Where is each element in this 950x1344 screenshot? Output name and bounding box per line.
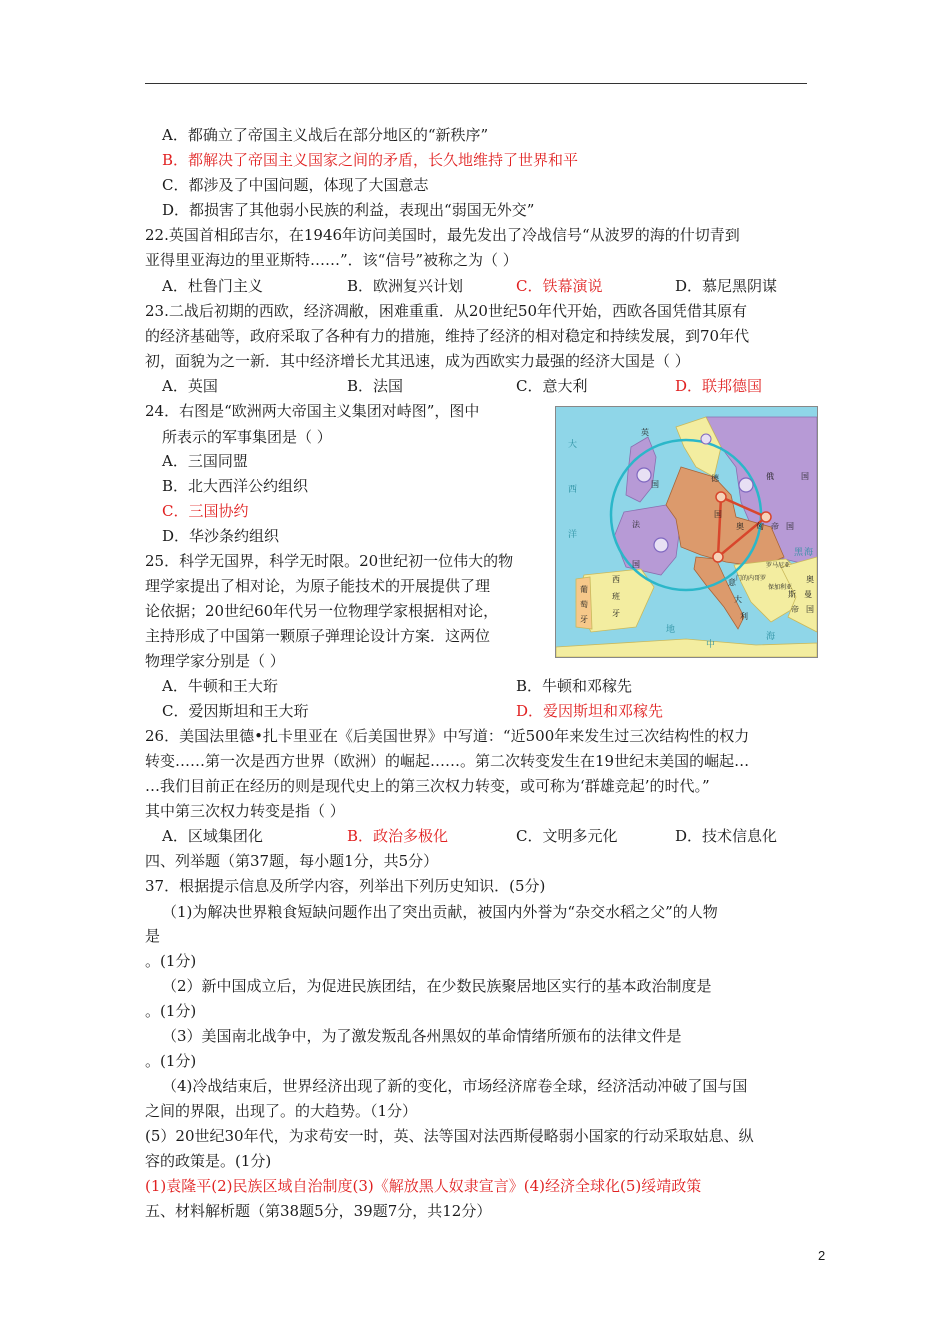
q37-p3a: （3）美国南北战争中，为了激发叛乱各州黑奴的革命情绪所颁布的法律文件是 [162, 1027, 682, 1045]
q23-line1: 23.二战后初期的西欧，经济凋敝，困难重重．从20世纪50年代开始，西欧各国凭借其原有 [145, 302, 748, 320]
label-xiong: 匈 [756, 522, 764, 531]
q22-line2: 亚得里亚海边的里亚斯特……”．该“信号”被称之为（ ） [145, 251, 518, 269]
label-ya: 牙 [612, 609, 620, 618]
q37-answer: (1)袁隆平(2)民族区域自治制度(3)《解放黑人奴隶宣言》(4)经济全球化(5)绥靖政策 [145, 1177, 702, 1195]
q24-line1: 24．右图是“欧洲两大帝国主义集团对峙图”，图中 [145, 402, 480, 420]
q37-p2b: 。(1分) [145, 1002, 197, 1020]
q37-p4b: 之间的界限，出现了。的大趋势。（1分） [145, 1102, 418, 1120]
sea-label-zhong: 中 [706, 640, 716, 650]
sea-label-xi: 西 [568, 485, 578, 495]
q23-option-a: A．英国 [162, 377, 218, 395]
label-da: 大 [734, 595, 742, 604]
q24-option-c: C．三国协约 [162, 502, 249, 520]
europe-map-svg [556, 407, 817, 657]
label-bulgaria: 保加利亚 [768, 584, 793, 591]
q25-option-a: A．牛顿和王大珩 [162, 677, 278, 695]
q25-line3: 论依据；20世纪60年代另一位物理学家根据相对论， [145, 602, 499, 620]
q21-option-c: C．都涉及了中国问题，体现了大国意志 [162, 176, 429, 194]
q23-option-d: D．联邦德国 [675, 377, 763, 395]
q25-line1: 25．科学无国界，科学无时限。20世纪初一位伟大的物 [145, 552, 514, 570]
q37-p1a: （1)为解决世界粮食短缺问题作出了突出贡献，被国内外誉为“杂交水稻之父”的人物 [162, 903, 718, 921]
q25-line4: 主持形成了中国第一颗原子弹理论设计方案．这两位 [145, 627, 491, 645]
q26-line3: …我们目前正在经历的则是现代史上的第三次权力转变，或可称为‘群雄竞起’的时代。” [145, 777, 710, 795]
label-montenegro: 门的内哥罗 [736, 575, 767, 582]
label-tao: 萄 [580, 600, 588, 609]
q37-p1c: 。(1分) [145, 952, 197, 970]
entente-node-top [701, 434, 711, 444]
q26-line4: 其中第三次权力转变是指（ ） [145, 802, 345, 820]
q23-line2: 的经济基础等，政府采取了各种有力的措施，维持了经济的相对稳定和持续发展，到70年代 [145, 327, 750, 345]
q23-line3: 初，面貌为之一新．其中经济增长尤其迅速，成为西欧实力最强的经济大国是（ ） [145, 352, 690, 370]
label-ottoman-4: 帝 [791, 605, 799, 614]
q24-option-a: A．三国同盟 [162, 452, 248, 470]
q22-option-c: C．铁幕演说 [516, 277, 603, 295]
q24-option-b: B．北大西洋公约组织 [162, 477, 309, 495]
label-guo4: 国 [801, 472, 809, 481]
entente-node-russia [739, 478, 753, 492]
q25-option-b: B．牛顿和邓稼先 [516, 677, 633, 695]
sea-label-hai: 海 [804, 548, 814, 558]
alliance-node-germany [716, 492, 726, 502]
label-pu: 葡 [580, 585, 588, 594]
label-ottoman-3: 曼 [804, 590, 812, 599]
label-ban: 班 [612, 592, 620, 601]
alliance-node-italy [713, 552, 723, 562]
section5-heading: 五、材料解析题（第38题5分，39题7分，共12分） [145, 1202, 492, 1220]
sea-label-yang: 洋 [568, 530, 578, 540]
label-guo3: 国 [714, 510, 722, 519]
q21-option-b: B．都解决了帝国主义国家之间的矛盾，长久地维持了世界和平 [162, 151, 579, 169]
label-ottoman-1: 奥 [806, 575, 814, 584]
europe-map [555, 406, 818, 658]
q22-option-a: A．杜鲁门主义 [162, 277, 263, 295]
q37-p5a: (5）20世纪30年代，为求苟安一时，英、法等国对法西斯侵略弱小国家的行动采取姑息、纵 [145, 1127, 754, 1145]
section4-heading: 四、列举题（第37题，每小题1分，共5分） [145, 852, 439, 870]
page-number: 2 [818, 1248, 826, 1263]
q26-line2: 转变……第一次是西方世界（欧洲）的崛起……。第二次转变发生在19世纪末美国的崛起… [145, 752, 750, 770]
label-ottoman-5: 国 [806, 605, 814, 614]
q26-option-c: C．文明多元化 [516, 827, 618, 845]
q25-line2: 理学家提出了相对论，为原子能技术的开展提供了理 [145, 577, 491, 595]
q22-line1: 22.英国首相邱吉尔，在1946年访问美国时，最先发出了冷战信号“从波罗的海的什切青到 [145, 226, 740, 244]
sea-label-hai2: 海 [766, 632, 776, 642]
q26-line1: 26．美国法里德•扎卡里亚在《后美国世界》中写道：“近500年来发生过三次结构性的权力 [145, 727, 750, 745]
label-li: 利 [740, 612, 748, 621]
q37-p4a: （4)冷战结束后，世界经济出现了新的变化，市场经济席卷全球，经济活动冲破了国与国 [162, 1077, 748, 1095]
q21-option-d: D．都损害了其他弱小民族的利益，表现出“弱国无外交” [162, 201, 535, 219]
sea-label-da: 大 [568, 440, 578, 450]
label-ying: 英 [641, 428, 649, 437]
label-xi: 西 [612, 575, 620, 584]
q22-option-d: D．慕尼黑阴谋 [675, 277, 778, 295]
q21-option-a: A．都确立了帝国主义战后在部分地区的“新秩序” [162, 126, 489, 144]
sea-label-hei: 黑 [794, 548, 804, 558]
label-ao: 奥 [736, 522, 744, 531]
label-ottoman-2: 斯 [788, 590, 796, 599]
entente-node-france [654, 538, 668, 552]
q26-option-d: D．技术信息化 [675, 827, 778, 845]
label-ya2: 牙 [580, 615, 588, 624]
q37-intro: 37．根据提示信息及所学内容，列举出下列历史知识．(5分) [145, 877, 546, 895]
label-de: 德 [711, 474, 719, 483]
q23-option-c: C．意大利 [516, 377, 588, 395]
sea-label-di: 地 [666, 625, 676, 635]
label-guo1: 国 [651, 480, 659, 489]
q26-option-a: A．区域集团化 [162, 827, 263, 845]
q22-option-b: B．欧洲复兴计划 [347, 277, 464, 295]
q37-p5b: 容的政策是。(1分) [145, 1152, 272, 1170]
label-e: 俄 [766, 472, 774, 481]
q25-option-d: D．爱因斯坦和邓稼先 [516, 702, 664, 720]
label-romania: 罗马尼亚 [766, 562, 791, 569]
q24-option-d: D．华沙条约组织 [162, 527, 280, 545]
q37-p1b: 是 [145, 927, 161, 945]
q25-line5: 物理学家分别是（ ） [145, 652, 285, 670]
label-di: 帝 [771, 522, 779, 531]
label-fa: 法 [632, 520, 640, 529]
q23-option-b: B．法国 [347, 377, 404, 395]
header-rule [145, 83, 807, 84]
q25-option-c: C．爱因斯坦和王大珩 [162, 702, 309, 720]
entente-node-britain [637, 468, 651, 482]
q37-p2a: （2）新中国成立后，为促进民族团结，在少数民族聚居地区实行的基本政治制度是 [162, 977, 712, 995]
q26-option-b: B．政治多极化 [347, 827, 449, 845]
label-guo5: 国 [786, 522, 794, 531]
label-guo2: 国 [632, 560, 640, 569]
q24-line2: 所表示的军事集团是（ ） [162, 428, 332, 446]
alliance-node-austria [761, 512, 771, 522]
q37-p3b: 。(1分) [145, 1052, 197, 1070]
label-yi: 意 [728, 578, 736, 587]
